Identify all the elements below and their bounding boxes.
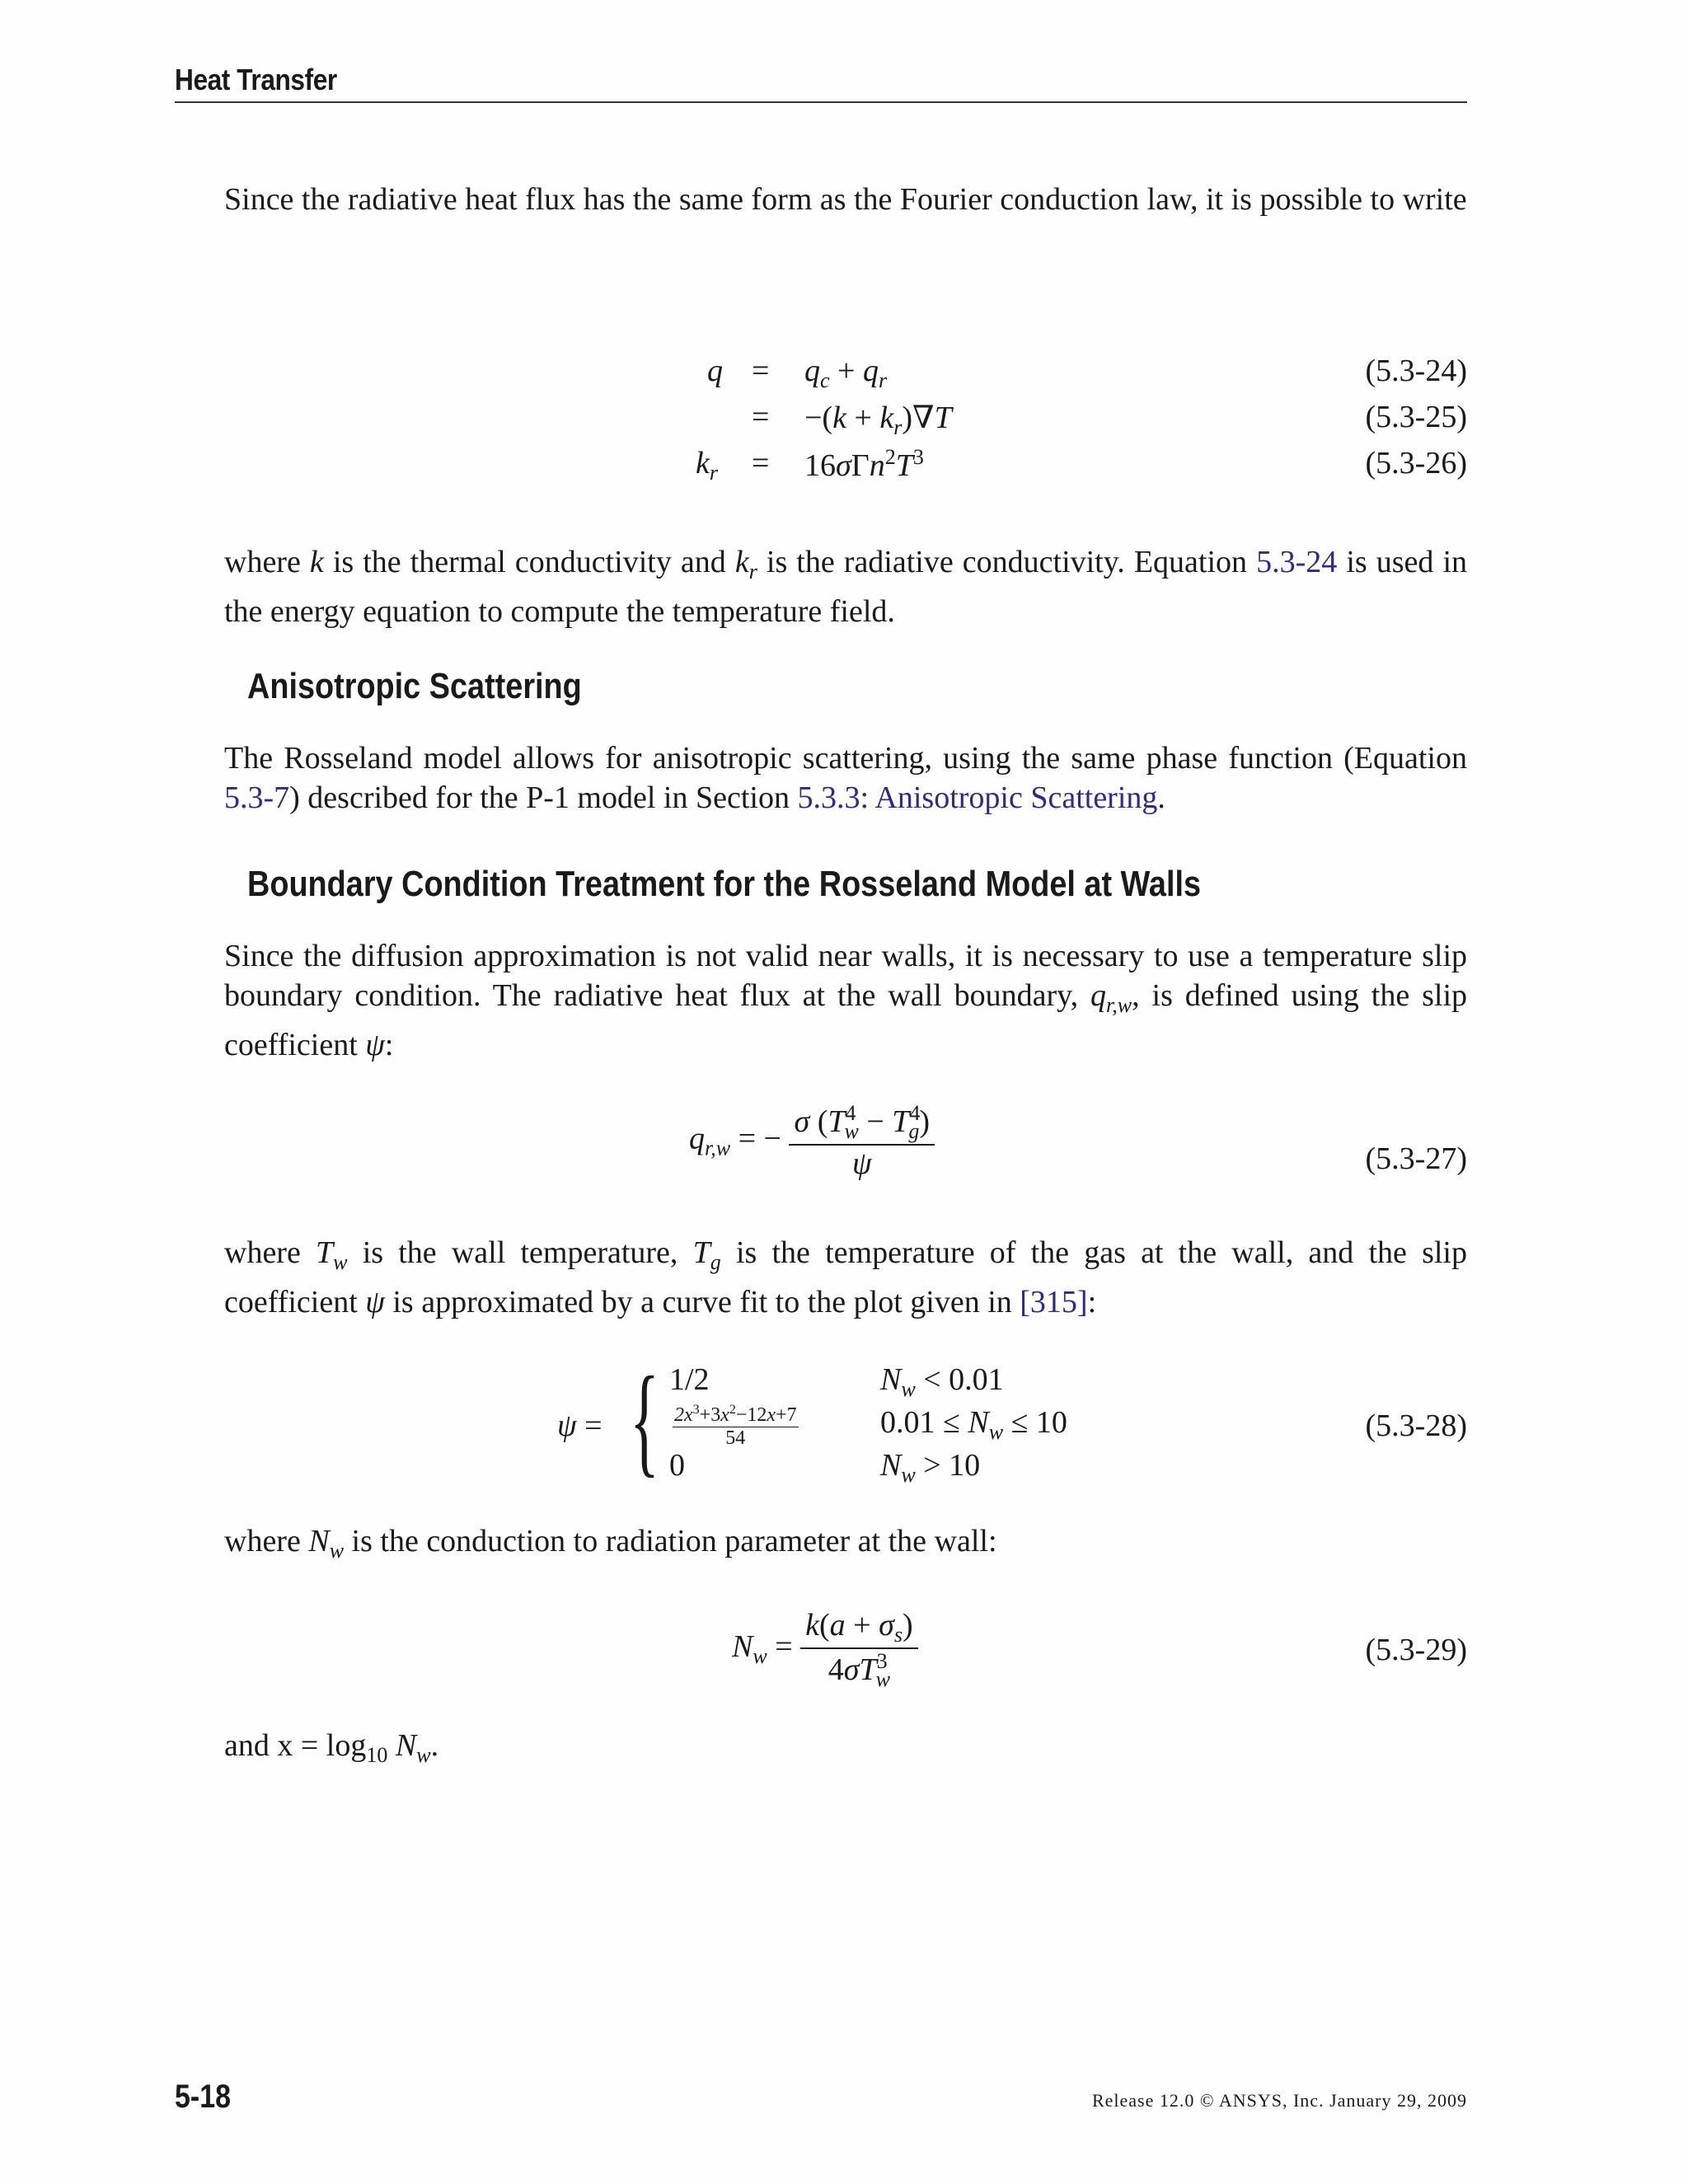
slip-coefficient-paragraph: where $T_w$ is the wall temperature, $T_g$ is the temperature of the gas at the wall, and the slip coefficient ψ is approximated by a curve fit to the plot given in [315]: — [224, 1235, 1467, 1319]
case-value: 0 — [669, 1448, 685, 1483]
case-condition: $N_w < 0.01$ — [880, 1362, 1004, 1401]
eq-rhs-1: $q_c + q_r$ — [804, 354, 888, 392]
equation-number: (5.3-29) — [1365, 1633, 1467, 1667]
equation-link[interactable]: 5.3-7 — [224, 780, 290, 815]
eq-rel-2: = — [752, 400, 770, 434]
eq-lhs-q: q — [707, 354, 723, 388]
page-number: 5-18 — [175, 2079, 232, 2115]
equation-5-3-29: $N_w$ = $\frac{k(a + \sigma_s)}{4\sigma T^3_w}$ — [732, 1607, 918, 1692]
section-link[interactable]: 5.3.3: Anisotropic Scattering — [797, 780, 1158, 815]
case-value: 1/2 — [669, 1362, 710, 1397]
case-condition: $N_w > 10$ — [880, 1448, 981, 1487]
eq-rhs-3: $16\sigma\Gamma n^2T^3$ — [804, 445, 924, 483]
fraction: $\frac{k(a + \sigma_s)}{4\sigma T^3_w}$ — [800, 1607, 918, 1692]
fraction: $\frac{\sigma (T^4_w - T^4_g)}{\psi}$ — [789, 1101, 935, 1182]
equation-number: (5.3-28) — [1365, 1408, 1467, 1443]
conduction-parameter-paragraph: where $N_w$ is the conduction to radiation parameter at the wall: — [224, 1524, 997, 1563]
radiative-conductivity-paragraph: where k is the thermal conductivity and $k_r$ is the radiative conductivity. Equation 5.3-24 is used in the energy equation to compute the temperature field. — [224, 545, 1467, 629]
brace: { — [630, 1352, 659, 1488]
eq-lhs-kr: $k_r$ — [696, 446, 718, 485]
eq-rel-1: = — [752, 354, 770, 388]
closing-line: and $x = \log_{10} N_w$. — [224, 1728, 439, 1767]
intro-paragraph: Since the radiative heat flux has the same form as the Fourier conduction law, it is possible to write — [224, 182, 1467, 217]
equation-number: (5.3-25) — [1365, 400, 1467, 434]
equation-number: (5.3-27) — [1365, 1141, 1467, 1176]
case-condition: $0.01 \le N_w \le 10$ — [880, 1405, 1067, 1444]
eq-lhs-psi: ψ = — [557, 1408, 603, 1443]
anisotropic-paragraph: The Rosseland model allows for anisotropic scattering, using the same phase function (Equation 5.3-7) described for the P-1 model in Section 5.3.3: Anisotropic Scattering. — [224, 741, 1467, 815]
equation-link[interactable]: 5.3-24 — [1256, 545, 1338, 579]
equation-number: (5.3-24) — [1365, 354, 1467, 388]
running-header: Heat Transfer — [175, 63, 337, 96]
citation-link[interactable]: [315] — [1020, 1285, 1088, 1319]
equation-number: (5.3-26) — [1365, 446, 1467, 480]
eq-rhs-2: $-(k + k_r)\nabla T$ — [804, 401, 952, 439]
section-heading-boundary: Boundary Condition Treatment for the Rosseland Model at Walls — [247, 864, 1202, 904]
equation-5-3-27: $q_{r,w}$ = − $\frac{\sigma (T^4_w - T^4_g)}{\psi}$ — [689, 1101, 935, 1182]
case-value-fraction: $\frac{2x^3+3x^2-12x+7}{54}$ — [674, 1403, 797, 1449]
release-footer: Release 12.0 © ANSYS, Inc. January 29, 2009 — [1091, 2090, 1467, 2111]
boundary-paragraph: Since the diffusion approximation is not valid near walls, it is necessary to use a temperature slip boundary condition. The radiative heat flux at the wall boundary, $q_{r,w}$, is defined using the slip coefficient ψ: — [224, 939, 1468, 1062]
header-rule — [175, 101, 1467, 103]
section-heading-anisotropic: Anisotropic Scattering — [247, 666, 582, 706]
eq-rel-3: = — [752, 446, 770, 480]
